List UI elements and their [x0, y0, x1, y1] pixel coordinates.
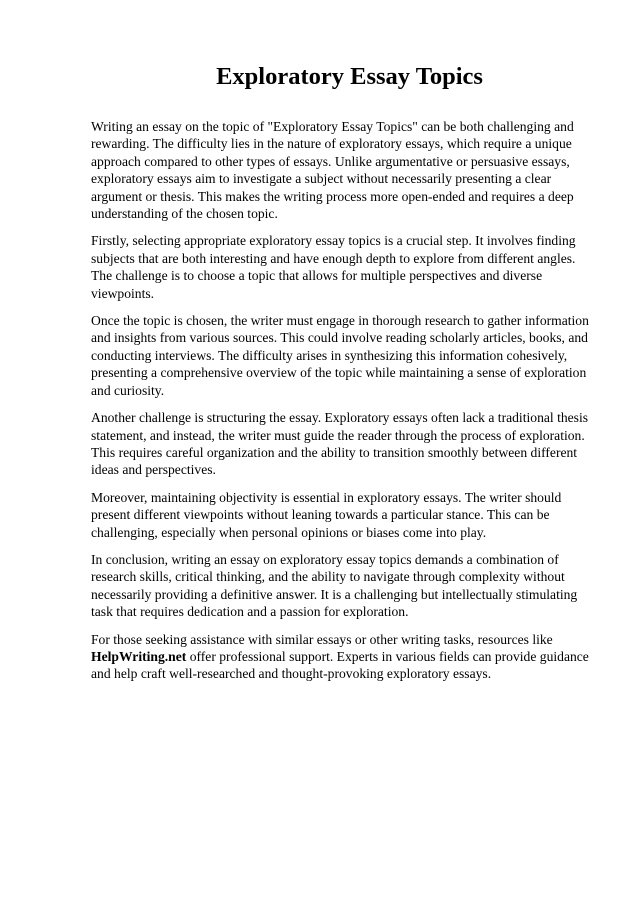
- paragraph-conclusion: In conclusion, writing an essay on exploratory essay topics demands a combination of research skills, critical thinking, and the ability to navigate through complexity without necessarily providing a definitive answer. It is a challenging but intellectually stimulating task that requires dedication and a passion for exploration.: [91, 551, 578, 620]
- brand-name: HelpWriting.net: [91, 648, 187, 664]
- paragraph-structure: Another challenge is structuring the essay. Exploratory essays often lack a traditional thesis statement, and instead, the writer must guide the reader through the process of exploration. This requires careful organization and the ability to transition smoothly between different ideas and perspectives.: [91, 410, 589, 478]
- closing-text-after: offer professional support. Experts in various fields can provide guidance and help craft well-researched and thought-provoking exploratory essays.: [91, 648, 589, 682]
- document-title: Exploratory Essay Topics: [216, 63, 483, 90]
- paragraph-topic-selection: Firstly, selecting appropriate exploratory essay topics is a crucial step. It involves finding subjects that are both interesting and have enough depth to explore from different angles. The challenge is to choose a topic that allows for multiple perspectives and diverse viewpoints.: [91, 233, 576, 301]
- paragraph-closing: [91, 631, 594, 683]
- paragraph-intro: Writing an essay on the topic of "Exploratory Essay Topics" can be both challenging and rewarding. The difficulty lies in the nature of exploratory essays, which require a unique approach compared to other types of essays. Unlike argumentative or persuasive essays, exploratory essays aim to investigate a subject without necessarily presenting a clear argument or thesis. This makes the writing process more open-ended and requires a deep understanding of the chosen topic.: [91, 119, 574, 222]
- paragraph-research: Once the topic is chosen, the writer must engage in thorough research to gather information and insights from various sources. This could involve reading scholarly articles, books, and conducting interviews. The difficulty arises in synthesizing this information cohesively, presenting a comprehensive overview of the topic while maintaining a sense of exploration and curiosity.: [91, 313, 589, 398]
- paragraph-objectivity: Moreover, maintaining objectivity is essential in exploratory essays. The writer should present different viewpoints without leaning towards a particular stance. This can be challenging, especially when personal opinions or biases come into play.: [91, 489, 562, 540]
- closing-text-before: For those seeking assistance with similar essays or other writing tasks, resources like: [91, 631, 553, 647]
